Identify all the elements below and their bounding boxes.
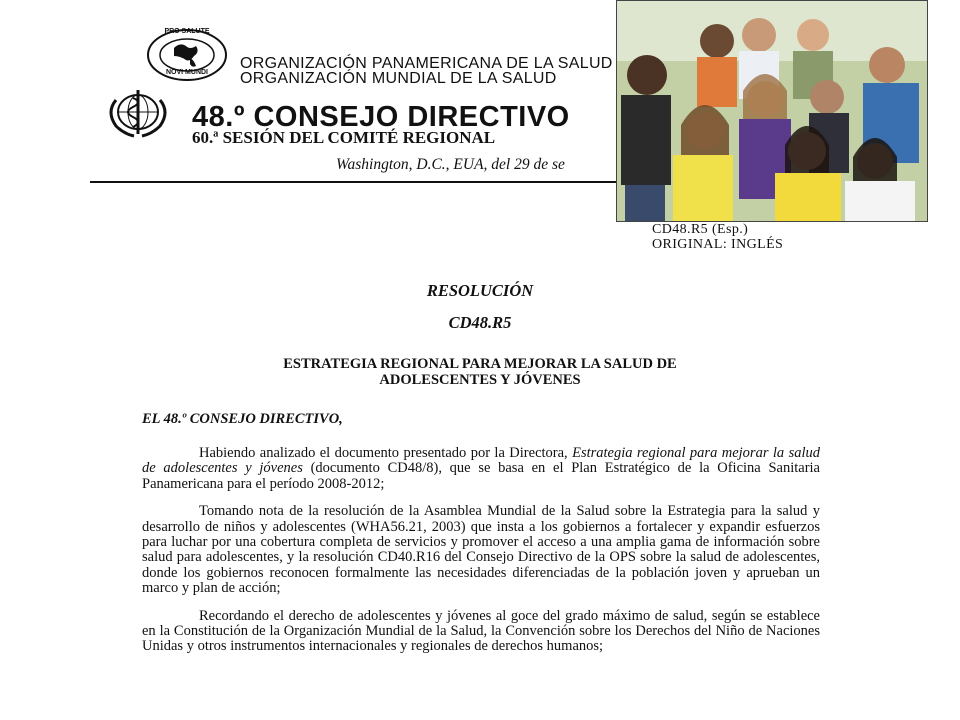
resolution-topic-line2: ADOLESCENTES Y JÓVENES — [379, 372, 581, 388]
paho-seal-top-text: PRO SALUTE — [164, 28, 210, 35]
original-language: ORIGINAL: INGLÉS — [652, 237, 784, 252]
header-divider — [90, 181, 630, 183]
document-code: CD48.R5 (Esp.) — [652, 222, 749, 237]
who-emblem-icon — [100, 86, 176, 138]
document-title-italic: Estrategia regional para mejorar la salud de adolescentes y jóvenes — [142, 445, 820, 477]
council-lead: EL 48.º CONSEJO DIRECTIVO, — [142, 411, 343, 427]
session-title: 60.ª SESIÓN DEL COMITÉ REGIONAL — [192, 128, 496, 147]
resolution-code: CD48.R5 — [448, 313, 512, 332]
org-name-paho: ORGANIZACIÓN PANAMERICANA DE LA SALUD — [240, 55, 613, 72]
paragraph-2: Tomando nota de la resolución de la Asamblea Mundial de la Salud sobre la Estrategia para la salud y desarrollo de niños y adolescentes (WHA56.21, 2003) que insta a los gobiernos a fortalecer y expandir esfuerzos para luchar por una cobertura completa de servicios y promover el acceso a una amplia gama de información sobre salud para adolescentes, y la resolución CD40.R16 del Consejo Directivo de la OPS sobre la salud de adolescentes, donde los gobiernos reconocen formalmente las necesidades diferenciadas de la población joven y aprueban un marco y plan de acción; — [142, 503, 820, 597]
org-name-who: ORGANIZACIÓN MUNDIAL DE LA SALUD — [240, 70, 557, 87]
paragraph-3: Recordando el derecho de adolescentes y jóvenes al goce del grado máximo de salud, según se establece en la Constitución de la Organización Mundial de la Salud, la Convención sobre los Derechos del Niño de Naciones Unidas y otros instrumentos internacionales y regionales de derechos humanos; — [142, 607, 820, 655]
meeting-place-date: Washington, D.C., EUA, del 29 de se — [336, 156, 565, 173]
resolution-topic-line1: ESTRATEGIA REGIONAL PARA MEJORAR LA SALUD DE — [283, 356, 677, 372]
paragraph-1: Habiendo analizado el documento presentado por la Directora, Estrategia regional para mejorar la salud de adolescentes y jóvenes (documento CD48/8), que se basa en el Plan Estratégico de la Oficina Sanitaria Panamericana para el período 2008-2012; — [142, 445, 820, 492]
youth-group-photo-icon — [616, 0, 928, 222]
resolution-label: RESOLUCIÓN — [426, 281, 534, 300]
council-title: 48.º CONSEJO DIRECTIVO — [192, 101, 570, 133]
resolution-body — [142, 446, 820, 667]
paho-seal-bottom-text: NOVI MUNDI — [166, 69, 208, 76]
